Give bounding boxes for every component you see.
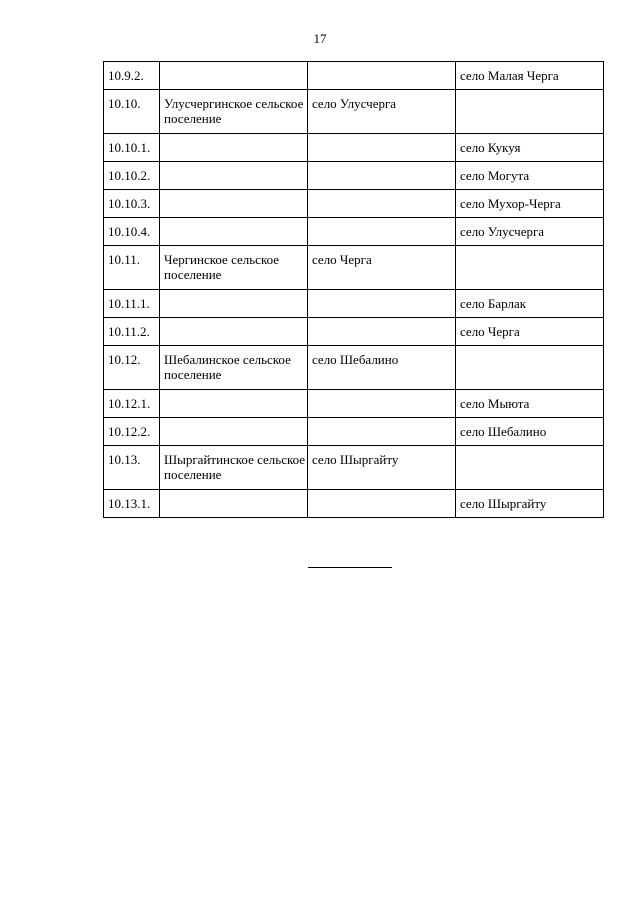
administrative-center-cell (308, 418, 456, 446)
end-separator-line (308, 567, 392, 568)
row-number-cell: 10.10. (104, 90, 160, 134)
settlements-table (103, 61, 604, 518)
administrative-center-cell: село Черга (308, 246, 456, 290)
locality-cell (456, 246, 604, 290)
row-number-cell: 10.10.1. (104, 134, 160, 162)
table-row (104, 446, 604, 490)
row-number-cell: 10.12.1. (104, 390, 160, 418)
table-row (104, 318, 604, 346)
administrative-center-cell: село Улусчерга (308, 90, 456, 134)
administrative-center-cell (308, 134, 456, 162)
administrative-center-cell (308, 218, 456, 246)
row-number-cell: 10.10.4. (104, 218, 160, 246)
locality-cell: село Малая Черга (456, 62, 604, 90)
settlement-name-cell (160, 418, 308, 446)
table-row (104, 346, 604, 390)
settlement-name-cell: Улусчергинское сельское поселение (160, 90, 308, 134)
table-row (104, 490, 604, 518)
settlement-name-cell: Шыргайтинское сельское поселение (160, 446, 308, 490)
table-row (104, 134, 604, 162)
table-row (104, 290, 604, 318)
settlement-name-cell (160, 490, 308, 518)
locality-cell: село Мухор-Черга (456, 190, 604, 218)
table-row (104, 90, 604, 134)
administrative-center-cell (308, 290, 456, 318)
settlement-name-cell: Чергинское сельское поселение (160, 246, 308, 290)
settlement-name-cell (160, 290, 308, 318)
settlement-name-cell (160, 390, 308, 418)
row-number-cell: 10.10.2. (104, 162, 160, 190)
table-body (104, 62, 604, 518)
locality-cell: село Шыргайту (456, 490, 604, 518)
settlement-name-cell (160, 162, 308, 190)
row-number-cell: 10.10.3. (104, 190, 160, 218)
locality-cell (456, 346, 604, 390)
row-number-cell: 10.13. (104, 446, 160, 490)
settlement-name-cell (160, 218, 308, 246)
locality-cell: село Черга (456, 318, 604, 346)
row-number-cell: 10.11.2. (104, 318, 160, 346)
administrative-center-cell (308, 390, 456, 418)
settlement-name-cell: Шебалинское сельское поселение (160, 346, 308, 390)
table-row (104, 246, 604, 290)
locality-cell: село Улусчерга (456, 218, 604, 246)
row-number-cell: 10.12. (104, 346, 160, 390)
administrative-center-cell (308, 190, 456, 218)
locality-cell (456, 90, 604, 134)
locality-cell: село Мыюта (456, 390, 604, 418)
administrative-center-cell (308, 490, 456, 518)
settlement-name-cell (160, 318, 308, 346)
administrative-center-cell (308, 62, 456, 90)
row-number-cell: 10.11.1. (104, 290, 160, 318)
table-row (104, 390, 604, 418)
locality-cell (456, 446, 604, 490)
table-row (104, 62, 604, 90)
locality-cell: село Шебалино (456, 418, 604, 446)
settlement-name-cell (160, 62, 308, 90)
locality-cell: село Барлак (456, 290, 604, 318)
table-row (104, 162, 604, 190)
locality-cell: село Могута (456, 162, 604, 190)
table-row (104, 190, 604, 218)
administrative-center-cell (308, 162, 456, 190)
row-number-cell: 10.9.2. (104, 62, 160, 90)
row-number-cell: 10.11. (104, 246, 160, 290)
table-row (104, 418, 604, 446)
locality-cell: село Кукуя (456, 134, 604, 162)
page-number: 17 (313, 31, 327, 46)
administrative-center-cell: село Шыргайту (308, 446, 456, 490)
row-number-cell: 10.13.1. (104, 490, 160, 518)
administrative-center-cell (308, 318, 456, 346)
table-row (104, 218, 604, 246)
administrative-center-cell: село Шебалино (308, 346, 456, 390)
settlement-name-cell (160, 134, 308, 162)
settlement-name-cell (160, 190, 308, 218)
row-number-cell: 10.12.2. (104, 418, 160, 446)
